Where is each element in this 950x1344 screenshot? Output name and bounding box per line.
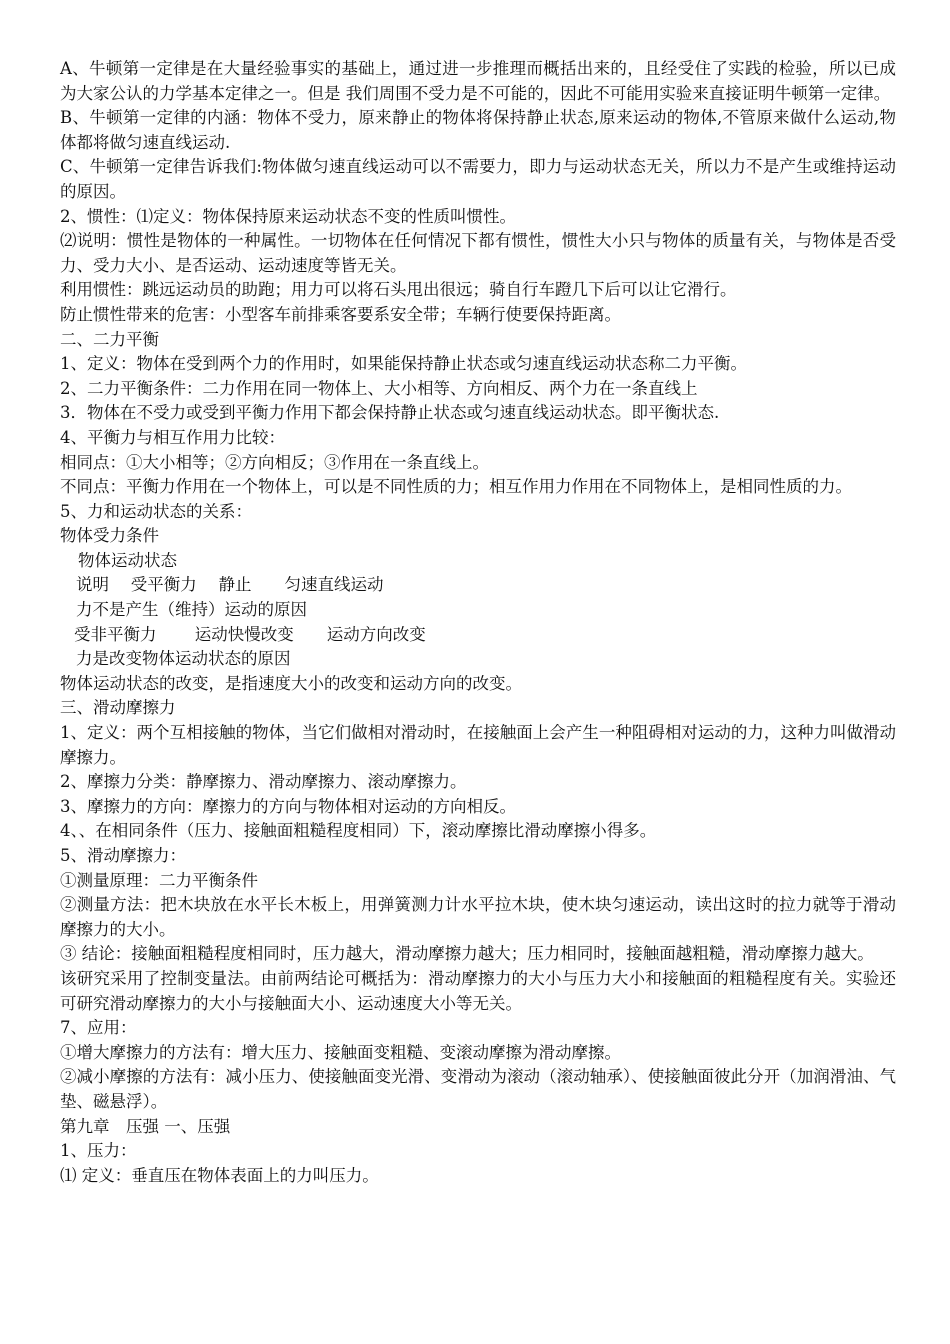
paragraph-balance-comparison: 4、平衡力与相互作用力比较： [60, 427, 285, 447]
table-row-unbalanced-force: 受非平衡力 运动快慢改变 运动方向改变 [74, 624, 426, 644]
section-heading-sliding-friction: 三、滑动摩擦力 [60, 698, 176, 718]
paragraph-force-motion-relation: 5、力和运动状态的关系： [60, 501, 252, 521]
paragraph-similarities: 相同点：①大小相等；②方向相反；③作用在一条直线上。 [60, 452, 489, 472]
table-note-not-cause: 力不是产生（维持）运动的原因 [76, 600, 307, 620]
paragraph-newton-law-c: C、牛顿第一定律告诉我们:物体做匀速直线运动可以不需要力，即力与运动状态无关，所以力不是产生或维持运动的原因。 [60, 157, 896, 201]
paragraph-newton-law-a: A、牛顿第一定律是在大量经验事实的基础上，通过进一步推理而概括出来的，且经受住了实践的检验，所以已成为大家公认的力学基本定律之一。但是 我们周围不受力是不可能的，因此不可能用实验来直接证明牛顿第一定律。 [60, 59, 896, 103]
paragraph-measure-principle: ①测量原理：二力平衡条件 [60, 870, 258, 890]
paragraph-motion-state-change: 物体运动状态的改变，是指速度大小的改变和运动方向的改变。 [60, 673, 522, 693]
chapter-heading-pressure: 第九章 压强 一、压强 [60, 1116, 231, 1136]
paragraph-sliding-friction-heading: 5、滑动摩擦力： [60, 846, 186, 865]
paragraph-inertia-definition: 2、惯性：⑴定义：物体保持原来运动状态不变的性质叫惯性。 [60, 206, 516, 226]
paragraph-conclusion: ③ 结论：接触面粗糙程度相同时，压力越大，滑动摩擦力越大；压力相同时，接触面越粗糙，滑动摩擦力越大。 [60, 944, 874, 964]
paragraph-newton-law-b: B、牛顿第一定律的内涵：物体不受力，原来静止的物体将保持静止状态,原来运动的物体,不管原来做什么运动,物体都将做匀速直线运动. [60, 108, 896, 152]
paragraph-rolling-vs-sliding: 4、、在相同条件（压力、接触面粗糙程度相同）下，滚动摩擦比滑动摩擦小得多。 [60, 821, 657, 841]
paragraph-increase-friction: ①增大摩擦力的方法有：增大压力、接触面变粗糙、变滚动摩擦为滑动摩擦。 [60, 1042, 621, 1062]
table-header-force-condition: 物体受力条件 [60, 526, 159, 546]
paragraph-control-variable: 该研究采用了控制变量法。由前两结论可概括为：滑动摩擦力的大小与压力大小和接触面的粗糙程度有关。实验还可研究滑动摩擦力的大小与接触面大小、运动速度大小等无关。 [60, 968, 896, 1013]
paragraph-differences: 不同点：平衡力作用在一个物体上，可以是不同性质的力；相互作用力作用在不同物体上，是相同性质的力。 [60, 477, 852, 497]
paragraph-pressure-force-heading: 1、压力： [60, 1141, 137, 1161]
paragraph-inertia-explanation: ⑵说明：惯性是物体的一种属性。一切物体在任何情况下都有惯性，惯性大小只与物体的质量有关，与物体是否受力、受力大小、是否运动、运动速度等皆无关。 [60, 231, 896, 275]
table-row-balanced-force: 说明 受平衡力 静止 匀速直线运动 [76, 575, 384, 595]
paragraph-balance-definition: 1、定义：物体在受到两个力的作用时，如果能保持静止状态或匀速直线运动状态称二力平衡。 [60, 354, 747, 374]
section-heading-two-force-balance: 二、二力平衡 [60, 329, 159, 349]
paragraph-pressure-force-definition: ⑴ 定义：垂直压在物体表面上的力叫压力。 [60, 1165, 379, 1185]
paragraph-balance-condition: 2、二力平衡条件：二力作用在同一物体上、大小相等、方向相反、两个力在一条直线上 [60, 378, 698, 398]
document-page [60, 57, 896, 1188]
paragraph-inertia-use: 利用惯性：跳远运动员的助跑；用力可以将石头甩出很远；骑自行车蹬几下后可以让它滑行。 [60, 280, 737, 300]
paragraph-friction-types: 2、摩擦力分类：静摩擦力、滑动摩擦力、滚动摩擦力。 [60, 772, 467, 792]
paragraph-balance-state: 3．物体在不受力或受到平衡力作用下都会保持静止状态或匀速直线运动状态。即平衡状态. [60, 403, 720, 423]
paragraph-measure-method: ②测量方法：把木块放在水平长木板上，用弹簧测力计水平拉木块，使木块匀速运动，读出这时的拉力就等于滑动摩擦力的大小。 [60, 895, 896, 939]
paragraph-friction-direction: 3、摩擦力的方向：摩擦力的方向与物体相对运动的方向相反。 [60, 796, 516, 816]
paragraph-decrease-friction: ②减小摩擦的方法有：减小压力、使接触面变光滑、变滑动为滚动（滚动轴承）、使接触面彼此分开（加润滑油、气垫、磁悬浮）。 [60, 1067, 896, 1111]
paragraph-friction-definition: 1、定义：两个互相接触的物体，当它们做相对滑动时，在接触面上会产生一种阻碍相对运动的力，这种力叫做滑动摩擦力。 [60, 723, 896, 767]
paragraph-inertia-hazard: 防止惯性带来的危害：小型客车前排乘客要系安全带；车辆行使要保持距离。 [60, 304, 621, 324]
table-note-changes-state: 力是改变物体运动状态的原因 [76, 649, 291, 669]
paragraph-application-heading: 7、应用： [60, 1018, 137, 1038]
table-header-motion-state: 物体运动状态 [78, 550, 177, 570]
